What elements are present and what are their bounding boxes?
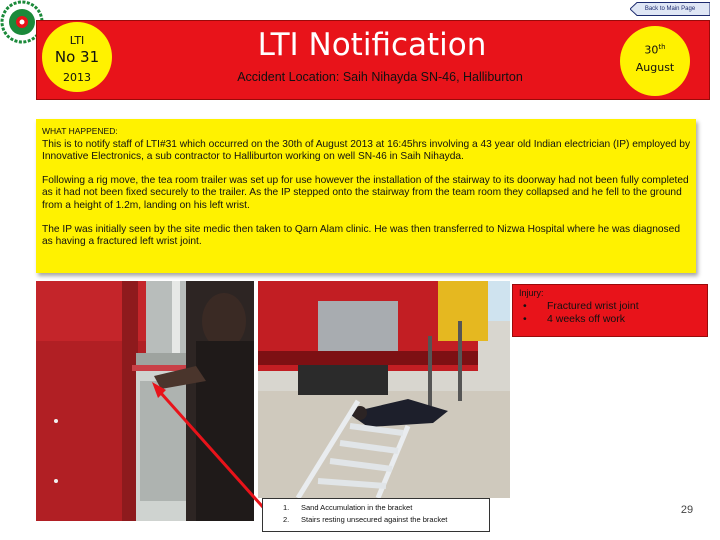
note-item: 1. Sand Accumulation in the bracket [283,503,413,512]
lti-year: 2013 [63,71,91,84]
what-happened-paragraph-2: Following a rig move, the tea room trailer was set up for use however the installation of the stairway to its doorway had not been fully completed as it had not been fixed securely to the trailer. As the IP stepped onto the stairway from the team room they collapsed and he fell to the ground from a height of 1.2m, landing on his left wrist. [42,174,689,211]
what-happened-panel [36,119,696,273]
note-item: 2. Stairs resting unsecured against the bracket [283,515,448,524]
photo-notes-box [262,498,490,532]
lti-number: No 31 [54,48,100,66]
back-to-main-page-link[interactable] [630,2,710,16]
injury-heading: Injury: [519,288,544,298]
what-happened-paragraph-3: The IP was initially seen by the site medic then taken to Qarn Alam clinic. He was then transferred to Nizwa Hospital where he was diagnosed as having a fractured left wrist joint. [42,223,680,248]
page-number: 29 [680,504,694,516]
photo-trailer-doorway [36,281,254,521]
back-link-label: Back to Main Page [644,6,696,12]
date-month: August [635,61,675,74]
injury-box [512,284,708,337]
accident-location: Accident Location: Saih Nihayda SN-46, Halliburton [237,70,523,84]
date-badge [620,26,690,96]
lti-label: LTI [69,34,85,47]
lti-number-badge [42,22,112,92]
what-happened-paragraph-1: This is to notify staff of LTI#31 which occurred on the 30th of August 2013 at 16:45hrs involving a 43 year old Indian electrician (IP) employed by Innovative Electronics, a sub contractor to Halliburton working on well SN-46 in Saih Nihayda. [42,138,691,163]
photo-collapsed-stairway [258,281,510,498]
date-day: 30th [644,43,666,57]
page-title: LTI Notification [257,27,487,63]
injury-item: • 4 weeks off work [523,313,626,325]
what-happened-heading: WHAT HAPPENED: [42,126,118,136]
injury-item: • Fractured wrist joint [523,300,639,312]
